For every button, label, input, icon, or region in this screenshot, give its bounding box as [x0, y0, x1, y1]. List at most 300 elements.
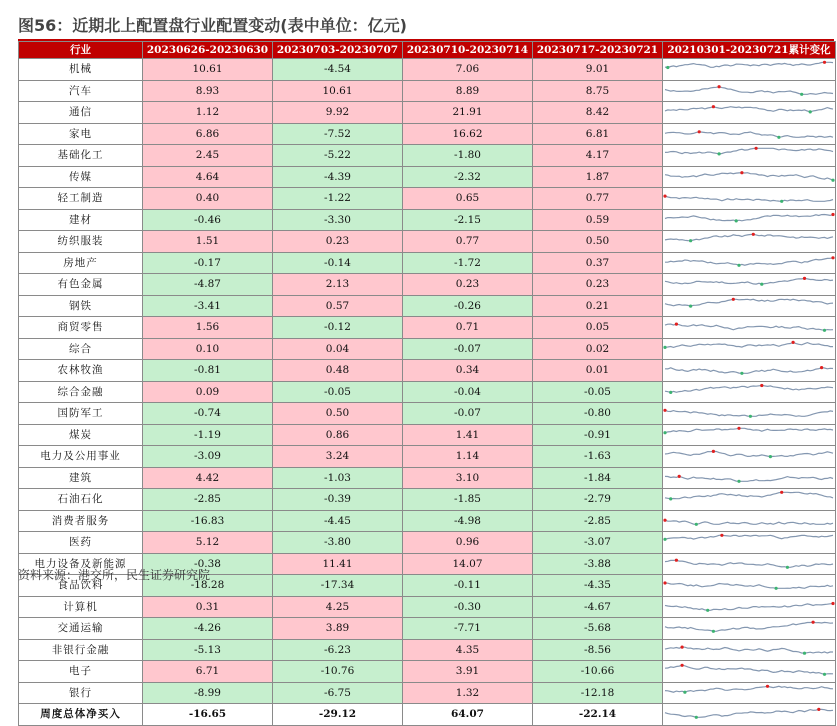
column-header-week3: 20230710-20230714 — [403, 42, 533, 59]
industry-name-cell: 机械 — [19, 59, 143, 81]
sparkline-low-marker — [663, 538, 666, 541]
sparkline-high-marker — [675, 323, 678, 326]
value-cell: 0.71 — [403, 317, 533, 339]
table-row — [19, 274, 836, 296]
table-row — [19, 381, 836, 403]
value-cell: 0.01 — [533, 360, 663, 382]
value-cell: 0.23 — [273, 231, 403, 253]
cumulative-sparkline-cell — [663, 188, 836, 210]
sparkline-high-marker — [681, 645, 684, 648]
value-cell: -2.32 — [403, 166, 533, 188]
sparkline-low-marker — [666, 66, 669, 69]
value-cell: 4.42 — [143, 467, 273, 489]
column-header-cumulative: 20210301-20230721累计变化 — [663, 42, 836, 59]
sparkline-high-marker — [663, 409, 666, 412]
cumulative-sparkline-cell — [663, 704, 836, 726]
industry-name-cell: 国防军工 — [19, 403, 143, 425]
sparkline-path — [665, 560, 833, 567]
sparkline-chart — [663, 704, 835, 721]
sparkline-high-marker — [663, 518, 666, 521]
industry-allocation-table — [18, 41, 836, 726]
sparkline-path — [665, 172, 833, 180]
sparkline-high-marker — [698, 130, 701, 133]
industry-name-cell: 综合金融 — [19, 381, 143, 403]
sparkline-low-marker — [663, 345, 666, 348]
value-cell: 3.91 — [403, 661, 533, 683]
sparkline-chart — [663, 661, 835, 678]
sparkline-chart — [663, 489, 835, 506]
cumulative-sparkline-cell — [663, 510, 836, 532]
value-cell: 1.51 — [143, 231, 273, 253]
value-cell: -1.80 — [403, 145, 533, 167]
sparkline-high-marker — [803, 277, 806, 280]
sparkline-high-marker — [792, 340, 795, 343]
value-cell: -1.85 — [403, 489, 533, 511]
value-cell: 0.23 — [403, 274, 533, 296]
sparkline-chart — [663, 425, 835, 442]
value-cell: -0.07 — [403, 338, 533, 360]
industry-name-cell: 交通运输 — [19, 618, 143, 640]
total-row — [19, 704, 836, 726]
sparkline-chart — [663, 339, 835, 356]
value-cell: 1.41 — [403, 424, 533, 446]
value-cell: -16.83 — [143, 510, 273, 532]
sparkline-high-marker — [780, 491, 783, 494]
table-row — [19, 510, 836, 532]
value-cell: 0.10 — [143, 338, 273, 360]
sparkline-high-marker — [740, 171, 743, 174]
source-note: 资料来源：港交所，民生证券研究院 — [18, 568, 211, 582]
sparkline-path — [665, 62, 833, 67]
value-cell: -10.76 — [273, 661, 403, 683]
sparkline-high-marker — [820, 366, 823, 369]
sparkline-high-marker — [663, 581, 666, 584]
sparkline-high-marker — [812, 621, 815, 624]
sparkline-chart — [663, 403, 835, 420]
sparkline-chart — [663, 446, 835, 463]
value-cell: -3.80 — [273, 532, 403, 554]
sparkline-low-marker — [749, 415, 752, 418]
value-cell: -6.23 — [273, 639, 403, 661]
value-cell: 0.23 — [533, 274, 663, 296]
value-cell: -0.91 — [533, 424, 663, 446]
value-cell: 16.62 — [403, 123, 533, 145]
cumulative-sparkline-cell — [663, 166, 836, 188]
industry-name-cell: 有色金属 — [19, 274, 143, 296]
value-cell: 4.64 — [143, 166, 273, 188]
sparkline-low-marker — [695, 716, 698, 719]
sparkline-high-marker — [712, 450, 715, 453]
value-cell: 0.02 — [533, 338, 663, 360]
sparkline-high-marker — [737, 426, 740, 429]
industry-name-cell: 电子 — [19, 661, 143, 683]
table-header-row — [19, 42, 836, 59]
sparkline-path — [665, 451, 833, 456]
industry-name-cell: 医药 — [19, 532, 143, 554]
value-cell: 8.89 — [403, 80, 533, 102]
sparkline-path — [665, 278, 833, 284]
value-cell: 5.12 — [143, 532, 273, 554]
value-cell: -0.38 — [143, 553, 273, 575]
value-cell: 0.65 — [403, 188, 533, 210]
cumulative-sparkline-cell — [663, 59, 836, 81]
value-cell: 0.31 — [143, 596, 273, 618]
value-cell: -4.87 — [143, 274, 273, 296]
value-cell: -2.79 — [533, 489, 663, 511]
value-cell: -1.84 — [533, 467, 663, 489]
sparkline-chart — [663, 575, 835, 592]
sparkline-chart — [663, 167, 835, 184]
sparkline-low-marker — [689, 304, 692, 307]
table-row — [19, 424, 836, 446]
sparkline-high-marker — [760, 383, 763, 386]
value-cell: 1.32 — [403, 682, 533, 704]
value-cell: -0.46 — [143, 209, 273, 231]
sparkline-low-marker — [803, 651, 806, 654]
industry-name-cell: 周度总体净买入 — [19, 704, 143, 726]
sparkline-low-marker — [683, 690, 686, 693]
value-cell: -5.68 — [533, 618, 663, 640]
table-row — [19, 639, 836, 661]
sparkline-low-marker — [775, 587, 778, 590]
table-row — [19, 596, 836, 618]
value-cell: 2.45 — [143, 145, 273, 167]
cumulative-sparkline-cell — [663, 575, 836, 597]
sparkline-high-marker — [678, 474, 681, 477]
sparkline-low-marker — [760, 283, 763, 286]
value-cell: -12.18 — [533, 682, 663, 704]
sparkline-high-marker — [752, 233, 755, 236]
value-cell: -4.98 — [403, 510, 533, 532]
table-row — [19, 252, 836, 274]
sparkline-low-marker — [800, 92, 803, 95]
sparkline-high-marker — [718, 85, 721, 88]
value-cell: -3.88 — [533, 553, 663, 575]
table-row — [19, 489, 836, 511]
industry-name-cell: 汽车 — [19, 80, 143, 102]
value-cell: -3.41 — [143, 295, 273, 317]
sparkline-high-marker — [681, 664, 684, 667]
value-cell: 9.01 — [533, 59, 663, 81]
sparkline-low-marker — [718, 152, 721, 155]
sparkline-low-marker — [823, 329, 826, 332]
table-row — [19, 682, 836, 704]
sparkline-chart — [663, 59, 835, 76]
industry-name-cell: 房地产 — [19, 252, 143, 274]
sparkline-path — [665, 368, 833, 374]
sparkline-low-marker — [663, 431, 666, 434]
industry-name-cell: 计算机 — [19, 596, 143, 618]
table-row — [19, 661, 836, 683]
sparkline-chart — [663, 102, 835, 119]
value-cell: 1.56 — [143, 317, 273, 339]
sparkline-path — [665, 535, 833, 539]
sparkline-chart — [663, 317, 835, 334]
sparkline-chart — [663, 296, 835, 313]
sparkline-chart — [663, 468, 835, 485]
value-cell: 2.13 — [273, 274, 403, 296]
cumulative-sparkline-cell — [663, 80, 836, 102]
cumulative-sparkline-cell — [663, 360, 836, 382]
value-cell: -4.54 — [273, 59, 403, 81]
value-cell: -8.99 — [143, 682, 273, 704]
industry-name-cell: 煤炭 — [19, 424, 143, 446]
column-header-industry: 行业 — [19, 42, 143, 59]
sparkline-chart — [663, 532, 835, 549]
sparkline-path — [665, 86, 833, 94]
industry-name-cell: 电力设备及新能源 — [19, 553, 143, 575]
value-cell: 0.86 — [273, 424, 403, 446]
cumulative-sparkline-cell — [663, 682, 836, 704]
value-cell: -5.13 — [143, 639, 273, 661]
table-row — [19, 295, 836, 317]
table-row — [19, 102, 836, 124]
cumulative-sparkline-cell — [663, 209, 836, 231]
sparkline-high-marker — [755, 147, 758, 150]
value-cell: 0.05 — [533, 317, 663, 339]
value-cell: -0.80 — [533, 403, 663, 425]
industry-name-cell: 建材 — [19, 209, 143, 231]
value-cell: -22.14 — [533, 704, 663, 726]
table-row — [19, 532, 836, 554]
value-cell: 0.96 — [403, 532, 533, 554]
sparkline-chart — [663, 382, 835, 399]
page-title: 图56：近期北上配置盘行业配置变动(表中单位：亿元) — [18, 16, 407, 35]
value-cell: -0.26 — [403, 295, 533, 317]
sparkline-path — [665, 686, 833, 692]
value-cell: -1.19 — [143, 424, 273, 446]
sparkline-path — [665, 520, 833, 524]
industry-name-cell: 轻工制造 — [19, 188, 143, 210]
sparkline-low-marker — [695, 522, 698, 525]
sparkline-chart — [663, 231, 835, 248]
value-cell: 0.50 — [273, 403, 403, 425]
sparkline-chart — [663, 683, 835, 700]
value-cell: 0.57 — [273, 295, 403, 317]
value-cell: -0.39 — [273, 489, 403, 511]
cumulative-sparkline-cell — [663, 295, 836, 317]
value-cell: 4.35 — [403, 639, 533, 661]
value-cell: -4.39 — [273, 166, 403, 188]
table-row — [19, 59, 836, 81]
cumulative-sparkline-cell — [663, 338, 836, 360]
cumulative-sparkline-cell — [663, 231, 836, 253]
value-cell: -1.22 — [273, 188, 403, 210]
table-row — [19, 123, 836, 145]
industry-name-cell: 钢铁 — [19, 295, 143, 317]
column-header-week4: 20230717-20230721 — [533, 42, 663, 59]
sparkline-path — [665, 492, 833, 499]
value-cell: 10.61 — [143, 59, 273, 81]
table-row — [19, 360, 836, 382]
value-cell: -0.12 — [273, 317, 403, 339]
value-cell: 3.24 — [273, 446, 403, 468]
value-cell: -0.17 — [143, 252, 273, 274]
sparkline-path — [665, 196, 833, 201]
sparkline-chart — [663, 253, 835, 270]
industry-name-cell: 石油石化 — [19, 489, 143, 511]
industry-name-cell: 农林牧渔 — [19, 360, 143, 382]
value-cell: 0.21 — [533, 295, 663, 317]
sparkline-low-marker — [777, 135, 780, 138]
industry-name-cell: 通信 — [19, 102, 143, 124]
sparkline-path — [665, 709, 833, 717]
sparkline-path — [665, 665, 833, 674]
sparkline-path — [665, 583, 833, 588]
sparkline-chart — [663, 360, 835, 377]
industry-name-cell: 纺织服装 — [19, 231, 143, 253]
value-cell: -1.72 — [403, 252, 533, 274]
sparkline-path — [665, 324, 833, 330]
table-row — [19, 188, 836, 210]
value-cell: -18.28 — [143, 575, 273, 597]
table-row — [19, 403, 836, 425]
value-cell: -0.04 — [403, 381, 533, 403]
value-cell: 6.81 — [533, 123, 663, 145]
value-cell: -0.05 — [273, 381, 403, 403]
sparkline-low-marker — [809, 110, 812, 113]
value-cell: -0.07 — [403, 403, 533, 425]
cumulative-sparkline-cell — [663, 317, 836, 339]
sparkline-low-marker — [786, 565, 789, 568]
value-cell: 0.50 — [533, 231, 663, 253]
value-cell: 7.06 — [403, 59, 533, 81]
sparkline-path — [665, 148, 833, 154]
sparkline-low-marker — [737, 479, 740, 482]
table-row — [19, 446, 836, 468]
sparkline-high-marker — [823, 61, 826, 64]
sparkline-low-marker — [831, 178, 834, 181]
value-cell: 14.07 — [403, 553, 533, 575]
sparkline-path — [665, 622, 833, 631]
table-row — [19, 145, 836, 167]
industry-name-cell: 建筑 — [19, 467, 143, 489]
value-cell: 0.77 — [533, 188, 663, 210]
cumulative-sparkline-cell — [663, 467, 836, 489]
value-cell: -17.34 — [273, 575, 403, 597]
value-cell: 8.93 — [143, 80, 273, 102]
industry-name-cell: 消费者服务 — [19, 510, 143, 532]
sparkline-chart — [663, 274, 835, 291]
cumulative-sparkline-cell — [663, 532, 836, 554]
value-cell: 3.89 — [273, 618, 403, 640]
value-cell: 21.91 — [403, 102, 533, 124]
value-cell: -0.14 — [273, 252, 403, 274]
industry-name-cell: 银行 — [19, 682, 143, 704]
value-cell: 6.71 — [143, 661, 273, 683]
value-cell: -0.30 — [403, 596, 533, 618]
value-cell: 64.07 — [403, 704, 533, 726]
table-row — [19, 166, 836, 188]
cumulative-sparkline-cell — [663, 596, 836, 618]
sparkline-high-marker — [732, 297, 735, 300]
sparkline-chart — [663, 618, 835, 635]
sparkline-chart — [663, 81, 835, 98]
sparkline-path — [665, 214, 833, 220]
value-cell: -3.30 — [273, 209, 403, 231]
value-cell: 0.09 — [143, 381, 273, 403]
value-cell: -4.45 — [273, 510, 403, 532]
value-cell: -10.66 — [533, 661, 663, 683]
cumulative-sparkline-cell — [663, 145, 836, 167]
value-cell: -7.71 — [403, 618, 533, 640]
sparkline-chart — [663, 511, 835, 528]
value-cell: -16.65 — [143, 704, 273, 726]
value-cell: -1.03 — [273, 467, 403, 489]
value-cell: -29.12 — [273, 704, 403, 726]
table-row — [19, 467, 836, 489]
value-cell: -0.74 — [143, 403, 273, 425]
sparkline-high-marker — [831, 212, 834, 215]
value-cell: 0.59 — [533, 209, 663, 231]
table-row — [19, 338, 836, 360]
sparkline-low-marker — [740, 372, 743, 375]
sparkline-low-marker — [780, 200, 783, 203]
value-cell: -4.35 — [533, 575, 663, 597]
table-row — [19, 618, 836, 640]
industry-name-cell: 家电 — [19, 123, 143, 145]
sparkline-path — [665, 428, 833, 432]
cumulative-sparkline-cell — [663, 661, 836, 683]
value-cell: -2.85 — [143, 489, 273, 511]
sparkline-path — [665, 385, 833, 392]
sparkline-low-marker — [712, 630, 715, 633]
value-cell: 1.87 — [533, 166, 663, 188]
sparkline-path — [665, 410, 833, 416]
sparkline-low-marker — [669, 390, 672, 393]
sparkline-path — [665, 107, 833, 112]
cumulative-sparkline-cell — [663, 489, 836, 511]
sparkline-chart — [663, 597, 835, 614]
column-header-week1: 20230626-20230630 — [143, 42, 273, 59]
value-cell: 0.48 — [273, 360, 403, 382]
value-cell: 6.86 — [143, 123, 273, 145]
industry-name-cell: 传媒 — [19, 166, 143, 188]
sparkline-high-marker — [831, 601, 834, 604]
value-cell: -2.85 — [533, 510, 663, 532]
cumulative-sparkline-cell — [663, 102, 836, 124]
sparkline-path — [665, 647, 833, 653]
sparkline-low-marker — [669, 497, 672, 500]
sparkline-low-marker — [737, 263, 740, 266]
table-row — [19, 317, 836, 339]
cumulative-sparkline-cell — [663, 274, 836, 296]
value-cell: 11.41 — [273, 553, 403, 575]
value-cell: 0.04 — [273, 338, 403, 360]
sparkline-path — [665, 603, 833, 610]
sparkline-path — [665, 476, 833, 481]
value-cell: -6.75 — [273, 682, 403, 704]
sparkline-high-marker — [675, 558, 678, 561]
cumulative-sparkline-cell — [663, 381, 836, 403]
value-cell: 0.40 — [143, 188, 273, 210]
value-cell: 0.37 — [533, 252, 663, 274]
value-cell: 8.75 — [533, 80, 663, 102]
sparkline-chart — [663, 188, 835, 205]
sparkline-low-marker — [769, 455, 772, 458]
industry-name-cell: 基础化工 — [19, 145, 143, 167]
sparkline-high-marker — [831, 256, 834, 259]
value-cell: 10.61 — [273, 80, 403, 102]
table-row — [19, 80, 836, 102]
value-cell: 0.34 — [403, 360, 533, 382]
value-cell: -7.52 — [273, 123, 403, 145]
value-cell: 3.10 — [403, 467, 533, 489]
sparkline-high-marker — [766, 684, 769, 687]
industry-name-cell: 非银行金融 — [19, 639, 143, 661]
cumulative-sparkline-cell — [663, 618, 836, 640]
sparkline-chart — [663, 145, 835, 162]
